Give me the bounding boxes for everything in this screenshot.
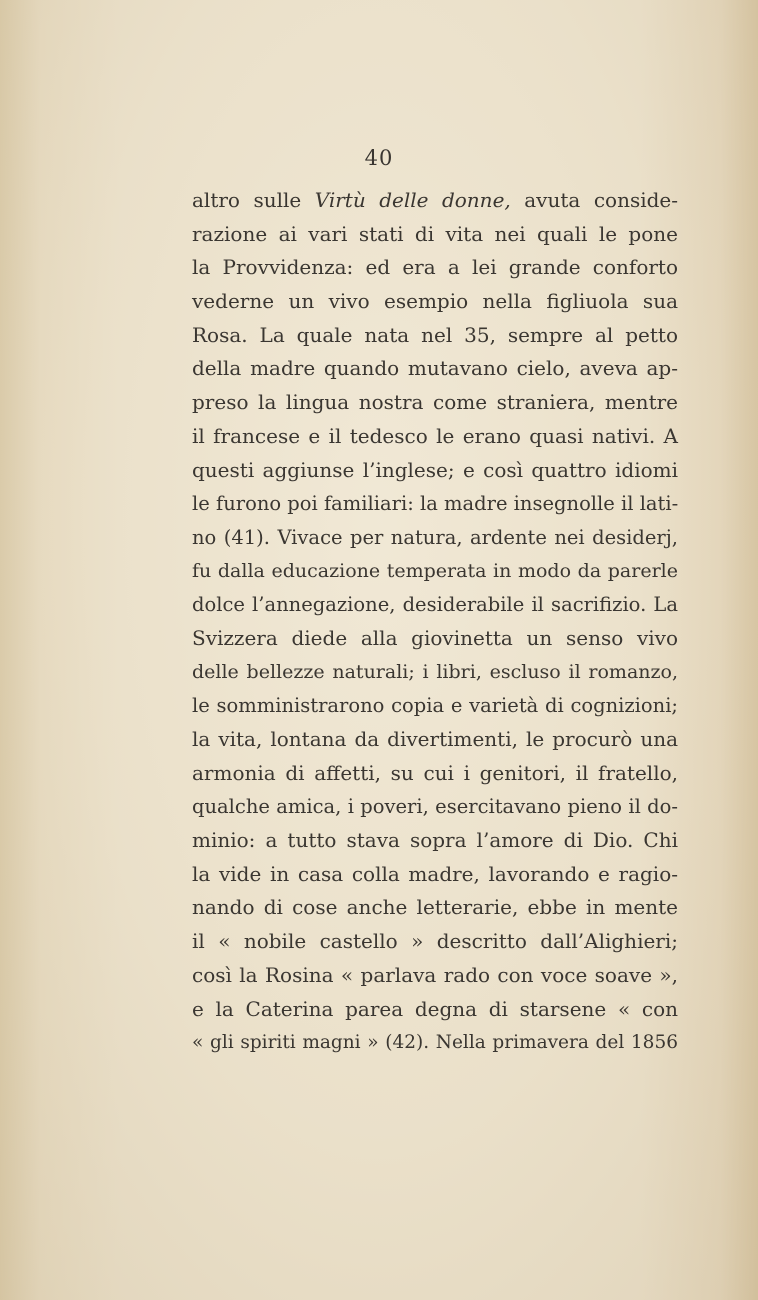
text-line: il « nobile castello » descritto dall’Alighieri; (192, 929, 678, 954)
text-line: così la Rosina « parlava rado con voce soave », (192, 962, 678, 987)
text-line: le furono poi familiari: la madre insegnolle il lati- (192, 492, 679, 516)
page-number: 40 (364, 146, 394, 170)
text-line: Svizzera diede alla giovinetta un senso vivo (192, 625, 678, 650)
text-line: la vide in casa colla madre, lavorando e ragio- (192, 861, 678, 886)
text-line: armonia di affetti, su cui i genitori, il fratello, (192, 760, 678, 785)
text-line: qualche amica, i poveri, esercitavano pieno il do- (192, 795, 678, 819)
text-line: fu dalla educazione temperata in modo da parerle (192, 559, 678, 582)
book-title-italic: Virtù delle donne, (314, 188, 511, 212)
text-line (192, 184, 678, 218)
text-line: vederne un vivo esempio nella figliuola sua (192, 289, 678, 314)
text-line: le somministrarono copia e varietà di cognizioni; (192, 694, 678, 718)
text-line: questi aggiunse l’inglese; e così quattro idiomi (192, 457, 678, 482)
text-line: dolce l’annegazione, desiderabile il sacrifizio. La (192, 593, 678, 617)
text-line-start: altro sulle (192, 188, 315, 212)
body-text (192, 184, 678, 1060)
text-line: e la Caterina parea degna di starsene « con (192, 996, 678, 1021)
text-line: della madre quando mutavano cielo, aveva ap- (192, 356, 678, 381)
text-line: minio: a tutto stava sopra l’amore di Dio. Chi (192, 828, 678, 853)
text-line: la vita, lontana da divertimenti, le procurò una (192, 727, 678, 751)
text-line: la Provvidenza: ed era a lei grande conforto (192, 255, 678, 280)
text-line: delle bellezze naturali; i libri, escluso il romanzo, (192, 660, 678, 683)
text-line: « gli spiriti magni » (42). Nella primavera del 1856 (192, 1032, 678, 1054)
text-line: razione ai vari stati di vita nei quali le pone (192, 221, 678, 246)
text-line: no (41). Vivace per natura, ardente nei desiderj, (192, 525, 678, 549)
text-line: nando di cose anche letterarie, ebbe in mente (192, 895, 678, 920)
text-line: il francese e il tedesco le erano quasi nativi. A (192, 423, 678, 448)
text-line: Rosa. La quale nata nel 35, sempre al petto (192, 322, 678, 347)
text-line: preso la lingua nostra come straniera, mentre (192, 390, 678, 415)
text-line-end: avuta conside- (510, 188, 679, 212)
